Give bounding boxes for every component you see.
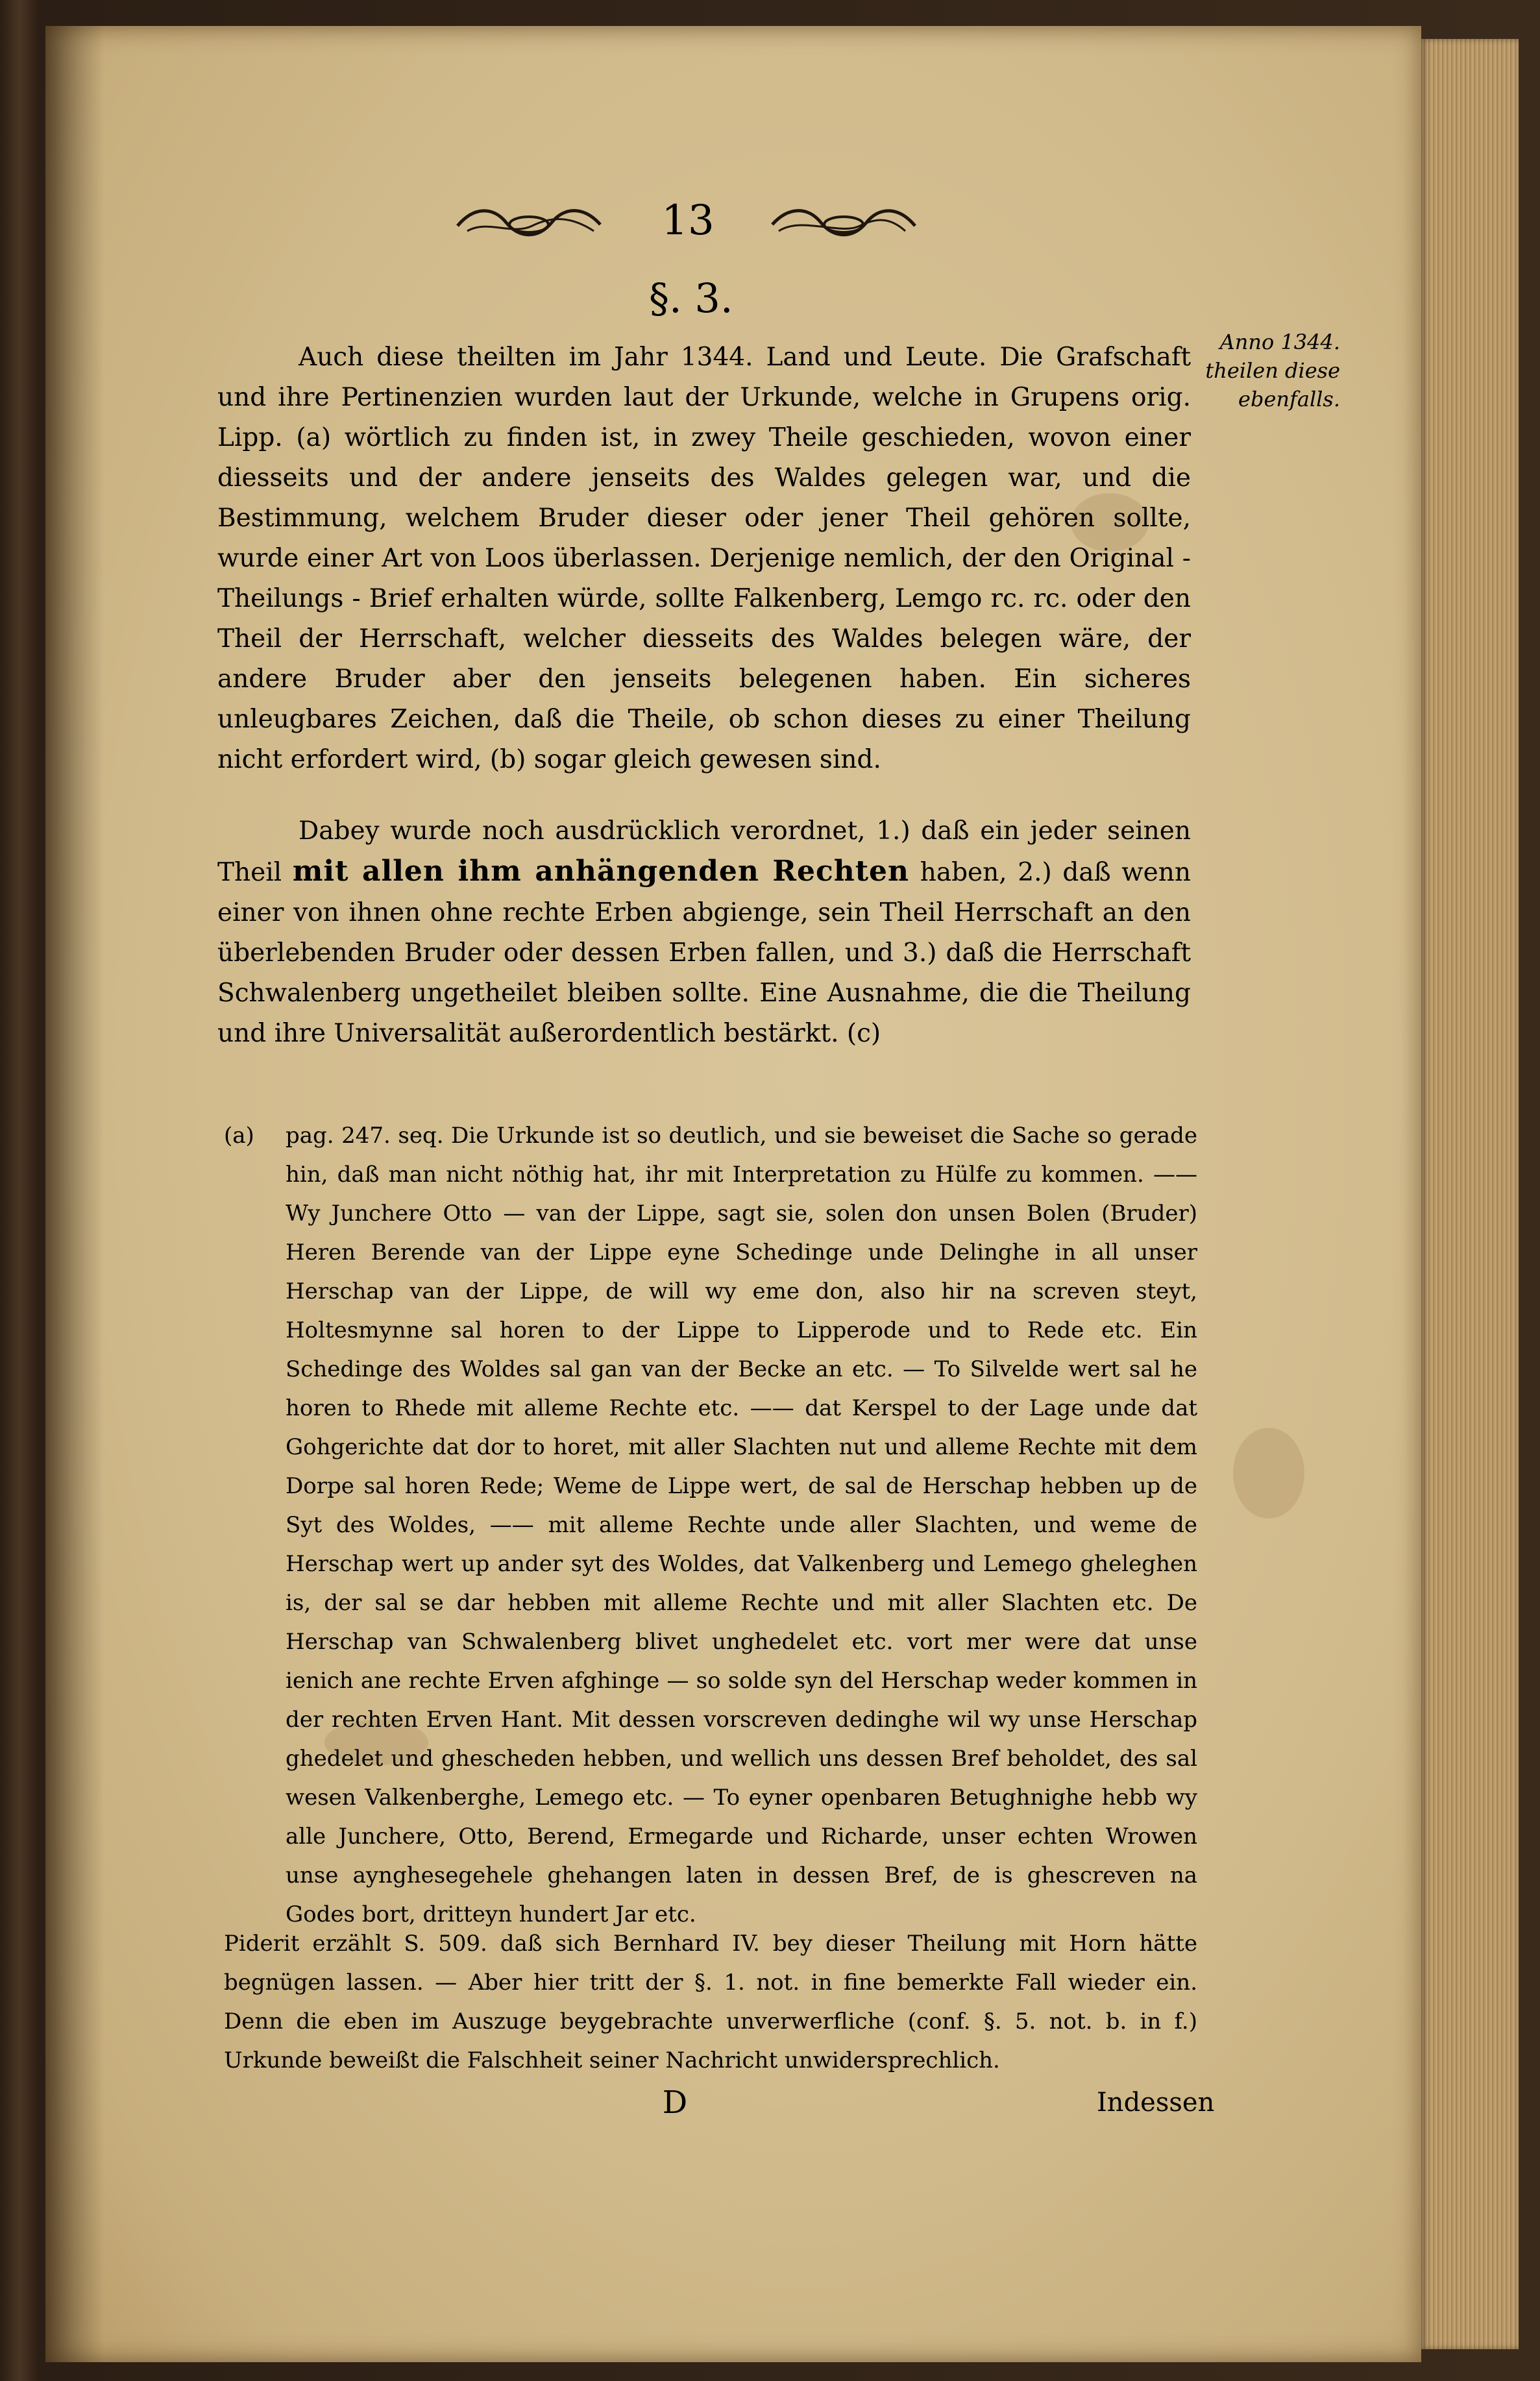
signature-mark: D bbox=[662, 2084, 688, 2121]
footnote-marker: (a) bbox=[224, 1123, 254, 1149]
footnote-a-text: pag. 247. seq. Die Urkunde ist so deutlich, und sie beweiset die Sache so gerade hin, daß man nicht nöthig hat, ihr mit Interpretation zu Hülfe zu kommen. —— Wy Junchere Otto — van der Lippe, sagt sie, solen don unsen Bolen (Bruder) Heren Berende van der Lippe eyne Schedinge unde Delinghe in all unser Herschap van der Lippe, de will wy eme don, also hir na screven steyt, Holtesmynne sal horen to der Lippe to Lipperode und to Rede etc. Ein Schedinge des Woldes sal gan van der Becke an etc. — To Silvelde wert sal he horen to Rhede mit alleme Rechte etc. —— dat Kerspel to der Lage unde dat Gohgerichte dat dor to horet, mit aller Slachten nut und alleme Rechte mit dem Dorpe sal horen Rede; Weme de Lippe wert, de sal de Herschap hebben up de Syt des Woldes, —— mit alleme Rechte unde aller Slachten, und weme de Herschap wert up ander syt des Woldes, dat Valkenberg und Lemego gheleghen is, der sal se dar hebben mit alleme Rechte und mit aller Slachten etc. De Herschap van Schwalenberg blivet unghedelet etc. vort mer were dat unse ienich ane rechte Erven afghinge — so solde syn del Herschap weder kommen in der rechten Erven Hant. Mit dessen vorscreven dedinghe wil wy unse Herschap ghedelet und ghescheden hebben, und wellich uns dessen Bref beholdet, des sal wesen Valkenberghe, Lemego etc. — To eyner openbaren Betughnighe hebb wy alle Junchere, Otto, Berend, Ermegarde und Richarde, unser echten Wrowen unse aynghesegehele ghehangen laten in dessen Bref, de is ghescreven na Godes bort, dritteyn hundert Jar etc. bbox=[286, 1123, 1197, 1927]
ornament-left-icon bbox=[454, 200, 604, 245]
paragraph-2 bbox=[217, 811, 1191, 1054]
footnote-a bbox=[224, 1116, 1197, 1934]
page-header bbox=[454, 188, 922, 260]
spine-shadow bbox=[45, 26, 104, 2362]
paragraph-1: Auch diese theilten im Jahr 1344. Land und Leute. Die Grafschaft und ihre Pertinenzien wurden laut der Urkunde, welche in Grupens orig. Lipp. (a) wörtlich zu finden ist, in zwey Theile geschieden, wovon einer diesseits und der andere jenseits des Waldes gelegen war, und die Bestimmung, welchem Bruder dieser oder jener Theil gehören sollte, wurde einer Art von Loos überlassen. Derjenige nemlich, der den Original - Theilungs - Brief erhalten würde, sollte Falkenberg, Lemgo rc. rc. oder den Theil der Herrschaft, welcher diesseits des Waldes belegen wäre, der andere Bruder aber den jenseits belegenen haben. Ein sicheres unleugbares Zeichen, daß die Theile, ob schon dieses zu einer Theilung nicht erfordert wird, (b) sogar gleich gewesen sind. bbox=[217, 343, 1191, 774]
ornament-right-icon bbox=[769, 200, 918, 245]
margin-note: Anno 1344. theilen diese ebenfalls. bbox=[1205, 330, 1340, 411]
paper-stain bbox=[1233, 1428, 1304, 1519]
paragraph-2-emphasis: mit allen ihm anhängenden Rechten bbox=[292, 855, 910, 888]
paragraph-2-text-b: haben, 2.) daß wenn einer von ihnen ohne rechte Erben abgienge, sein Theil Herrschaft an den überlebenden Bruder oder dessen Erben fallen, und 3.) daß die Herrschaft Schwalenberg ungetheilet bleiben sollte. Eine Ausnahme, die die Theilung und ihre Universalität außerordentlich bestärkt. (c) bbox=[217, 858, 1191, 1048]
page-edges bbox=[1421, 39, 1519, 2349]
page-number: 13 bbox=[661, 197, 715, 245]
section-heading: §. 3. bbox=[649, 275, 733, 322]
paragraph-2-text-a: Dabey wurde noch ausdrücklich verordnet, 1.) daß ein jeder seinen Theil bbox=[217, 816, 1191, 887]
catchword: Indessen bbox=[1097, 2088, 1215, 2118]
footnote-continuation: Piderit erzählt S. 509. daß sich Bernhard IV. bey dieser Theilung mit Horn hätte begnügen lassen. — Aber hier tritt der §. 1. not. in fine bemerkte Fall wieder ein. Denn die eben im Auszuge beygebrachte unverwerfliche (conf. §. 5. not. b. in f.) Urkunde beweißt die Falschheit seiner Nachricht unwidersprechlich. bbox=[224, 1931, 1197, 2073]
